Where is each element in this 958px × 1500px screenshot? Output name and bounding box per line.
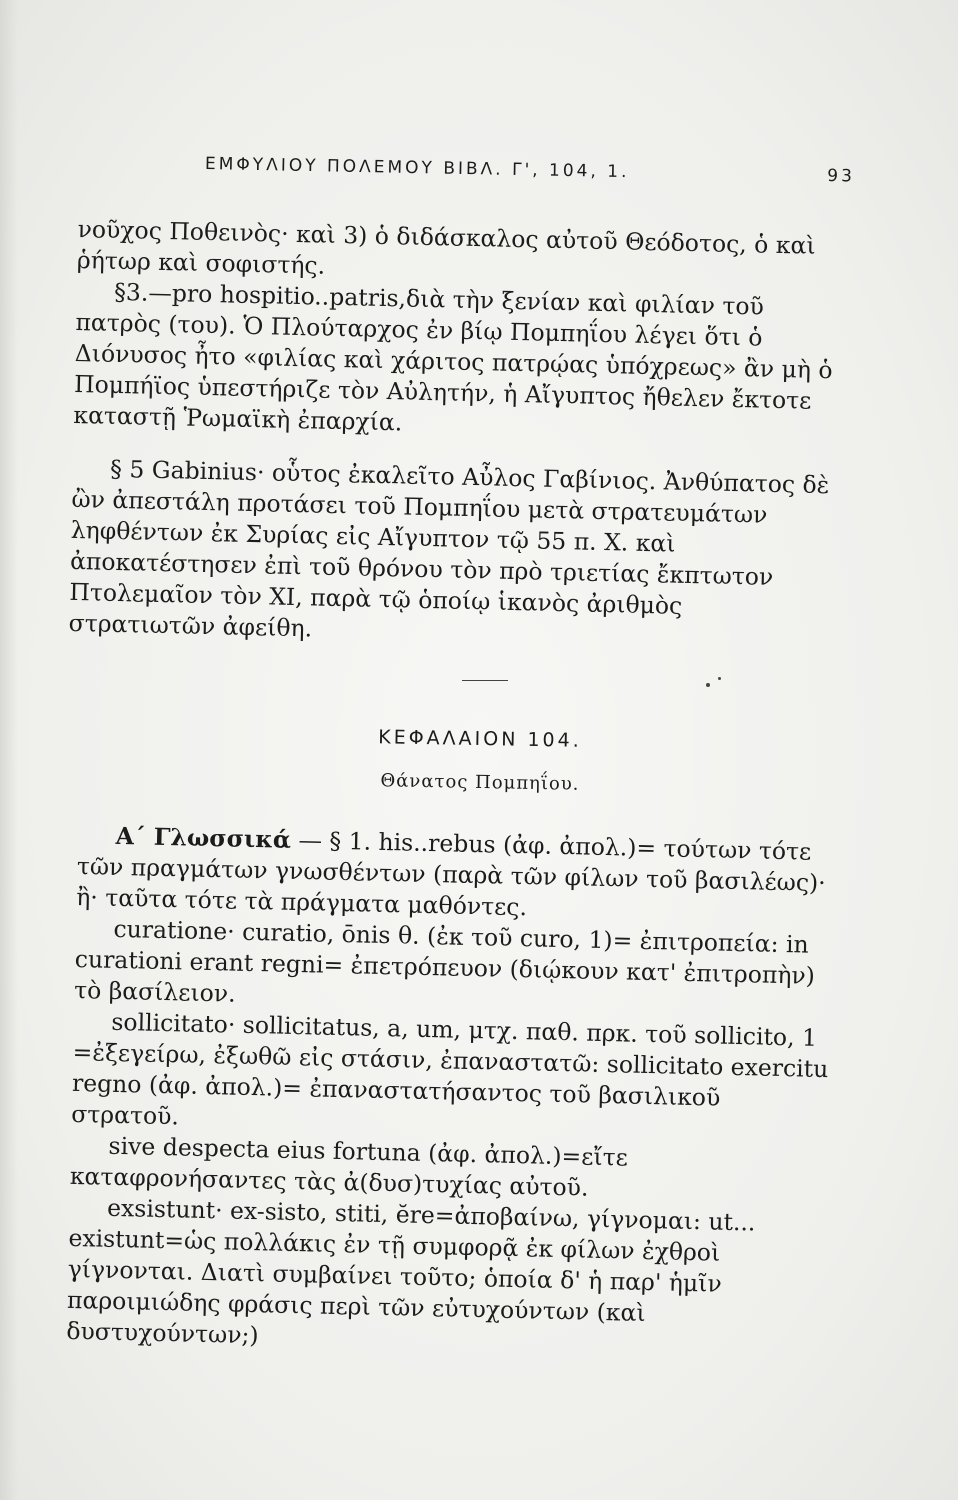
chapter-title: ΚΕΦΑΛΑΙΟΝ 104. [378,726,582,752]
print-speck [706,683,710,687]
glossary-first-text: — § 1. his..rebus (ἀφ. ἀπολ.)= τούτων τότε τῶν πραγμάτων γνωσθέντων (παρὰ τῶν φίλων τοῦ βασιλέως)· ἢ· ταῦτα τότε τὰ πράγματα μαθόντες. [75,825,826,922]
glossary-entry: exsistunt· ex-sisto, stiti, ĕre=ἀποβαίνω, γίγνομαι: ut... existunt=ὡς πολλάκις ἐν τῇ συμφορᾷ ἐκ φίλων ἐχθροὶ γίγνονται. Διατὶ συμβαίνει τοῦτο; ὁποία δ' ἡ παρ' ἡμῖν παροιμιώδης φράσις περὶ τῶν εὐτυχούντων (καὶ δυστυχούντων;) [66,1193,756,1350]
page-edge [0,0,18,1500]
glossary-entry: sive despecta eius fortuna (ἀφ. ἀπολ.)=εἴτε καταφρονήσαντες τὰς ἀ(δυσ)τυχίας αὐτοῦ. [69,1131,629,1202]
running-header [205,154,855,186]
chapter-subtitle: Θάνατος Πομπηΐου. [380,770,580,795]
glossary-entry: sollicitato· sollicitatus, a, um, μτχ. παθ. πρκ. τοῦ sollicito, 1 =ἐξεγείρω, ἐξωθῶ εἰς στάσιν, ἐπαναστατῶ: sollicitato exercitu regno (ἀφ. ἀπολ.)= ἐπαναστατήσαντος τοῦ βασιλικοῦ στρατοῦ. [71,1007,829,1131]
page-number: 93 [827,165,856,187]
header-title: ΕΜΦΥΛΙΟΥ ΠΟΛΕΜΟΥ ΒΙΒΛ. Γ', 104, 1. [204,154,630,183]
paragraph-section-5: § 5 Gabinius· οὗτος ἐκαλεῖτο Αὖλος Γαβίνιος. Ἀνθύπατος δὲ ὢν ἀπεστάλη προτάσει τοῦ Πομπηΐου μετὰ στρατευμάτων ληφθέντων ἐκ Συρίας εἰς Αἴγυπτον τῷ 55 π. Χ. καὶ ἀποκατέστησεν ἐπὶ τοῦ θρόνου τὸν πρὸ τριετίας ἔκπτωτον Πτολεμαῖον τὸν XI, παρὰ τῷ ὁποίῳ ἱκανὸς ἀριθμὸς στρατιωτῶν ἀφείθη. [68,454,830,643]
section-heading: Α΄ Γλωσσικά [115,821,292,854]
glossary-entry: curatione· curatio, ōnis θ. (ἐκ τοῦ curo, 1)= ἐπιτροπεία: in curationi erant regni= ἐπετρόπευον (διῴκουν κατ' ἐπιτροπὴν) τὸ βασίλειον. [73,914,816,1008]
top-text-block [68,214,837,656]
print-speck [718,677,721,680]
separator-rule [462,680,508,681]
glossary-block [66,820,838,1364]
paragraph-continuation: νοῦχος Ποθεινὸς· καὶ 3) ὁ διδάσκαλος αὐτοῦ Θεόδοτος, ὁ καὶ ῥήτωρ καὶ σοφιστής. [76,214,816,280]
glossary-first-paragraph [76,820,838,930]
paragraph-section-3: §3.—pro hospitio..patris,διὰ τὴν ξενίαν καὶ φιλίαν τοῦ πατρὸς (του). Ὁ Πλούταρχος ἐν βίῳ Πομπηΐου λέγει ὅτι ὁ Διόνυσος ἦτο «φιλίας καὶ χάριτος πατρῴας ὑπόχρεως» ἂν μὴ ὁ Πομπήϊος ὑπεστήριζε τὸν Αὐλητήν, ἡ Αἴγυπτος ἤθελεν ἔκτοτε καταστῇ Ῥωμαϊκὴ ἐπαρχία. [73,277,833,437]
